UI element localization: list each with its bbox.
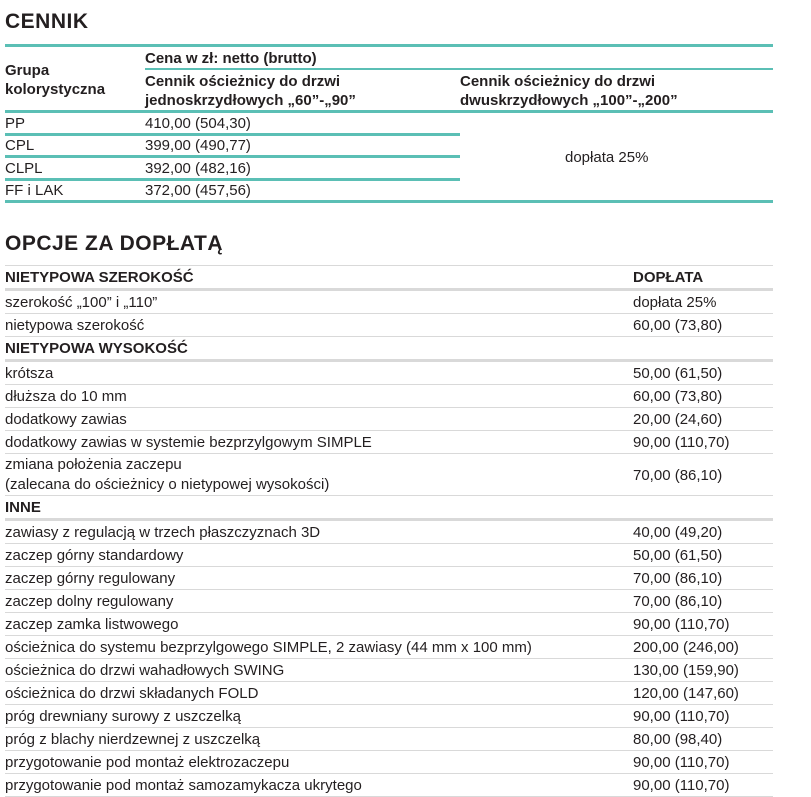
option-value: 60,00 (73,80) [633,388,723,405]
option-label: dłuższa do 10 mm [5,388,127,405]
price-pp: 410,00 (504,30) [145,115,251,132]
section-header-row [5,266,773,291]
option-label: zawiasy z regulacją w trzech płaszczyznach 3D [5,524,321,541]
option-value: 90,00 (110,70) [633,616,730,633]
double-door-header [460,72,678,110]
table-row [5,590,773,613]
option-label: krótsza [5,365,54,382]
price-ff-lak: 372,00 (457,56) [145,182,251,199]
price-cpl: 399,00 (490,77) [145,137,251,154]
option-value: 130,00 (159,90) [633,662,739,679]
option-label: zaczep dolny regulowany [5,593,174,610]
option-value: 70,00 (86,10) [633,593,723,610]
rule-bottom [5,200,773,203]
option-label [5,454,633,495]
section-heading: INNE [5,499,41,516]
rule-header-bottom [5,110,773,113]
section-header-row [5,496,773,521]
option-value: 60,00 (73,80) [633,317,723,334]
option-value: 90,00 (110,70) [633,434,730,451]
empty-cell [633,496,773,518]
section-heading: NIETYPOWA WYSOKOŚĆ [5,340,188,357]
option-label: szerokość „100” i „110” [5,294,158,311]
option-value: 50,00 (61,50) [633,547,723,564]
group-header-line2: kolorystyczna [5,81,106,98]
option-value: 120,00 (147,60) [633,685,739,702]
rule-price-header [145,68,773,70]
value-header: DOPŁATA [633,269,704,286]
table-row [5,314,773,337]
option-value: 50,00 (61,50) [633,365,723,382]
table-row [5,521,773,544]
table-row [5,454,773,496]
option-label: dodatkowy zawias [5,411,127,428]
opcje-title: OPCJE ZA DOPŁATĄ [5,232,224,255]
option-label: dodatkowy zawias w systemie bezprzylgowym SIMPLE [5,434,372,451]
double-door-header-line2: dwuskrzydłowych „100”-„200” [460,92,678,109]
section-header-row [5,337,773,362]
option-value: 70,00 (86,10) [633,466,723,484]
group-clpl: CLPL [5,160,43,177]
option-label: próg z blachy nierdzewnej z uszczelką [5,731,261,748]
table-row [5,362,773,385]
table-row [5,291,773,314]
option-value: 80,00 (98,40) [633,731,723,748]
option-value: 70,00 (86,10) [633,570,723,587]
option-value: 90,00 (110,70) [633,708,730,725]
table-row [5,636,773,659]
option-label: nietypowa szerokość [5,317,145,334]
double-door-surcharge: dopłata 25% [565,149,649,166]
empty-cell [633,337,773,359]
single-door-header-line1: Cennik ościeżnicy do drzwi [145,73,341,90]
table-row [5,567,773,590]
table-row [5,774,773,797]
option-value: dopłata 25% [633,294,717,311]
double-door-header-line1: Cennik ościeżnicy do drzwi [460,73,656,90]
option-value: 20,00 (24,60) [633,411,723,428]
section-heading: NIETYPOWA SZEROKOŚĆ [5,269,194,286]
cennik-table [5,44,773,204]
table-row [5,751,773,774]
group-header [5,61,105,99]
option-label: zaczep zamka listwowego [5,616,179,633]
group-pp: PP [5,115,26,132]
option-label: przygotowanie pod montaż elektrozaczepu [5,754,290,771]
option-value: 90,00 (110,70) [633,777,730,794]
option-label: ościeżnica do drzwi składanych FOLD [5,685,259,702]
single-door-header-line2: jednoskrzydłowych „60”-„90” [145,92,356,109]
group-cpl: CPL [5,137,35,154]
option-label: próg drewniany surowy z uszczelką [5,708,241,725]
rule-top [5,44,773,47]
table-row [5,385,773,408]
group-header-line1: Grupa [5,62,50,79]
option-value: 40,00 (49,20) [633,524,723,541]
table-row [5,659,773,682]
group-ff-lak: FF i LAK [5,182,64,199]
table-row [5,544,773,567]
table-row [5,613,773,636]
table-row [5,408,773,431]
table-row [5,705,773,728]
table-row [5,728,773,751]
option-label: ościeżnica do systemu bezprzylgowego SIMPLE, 2 zawiasy (44 mm x 100 mm) [5,639,532,656]
price-clpl: 392,00 (482,16) [145,160,251,177]
option-label: ościeżnica do drzwi wahadłowych SWING [5,662,285,679]
opcje-table [5,265,773,797]
option-label-line1: zmiana położenia zaczepu [5,456,182,473]
price-header: Cena w zł: netto (brutto) [145,50,317,67]
option-value: 200,00 (246,00) [633,639,739,656]
option-label: przygotowanie pod montaż samozamykacza ukrytego [5,777,362,794]
single-door-header [145,72,356,110]
table-row [5,682,773,705]
option-value: 90,00 (110,70) [633,754,730,771]
rule-row-2 [5,155,460,158]
option-label: zaczep górny standardowy [5,547,184,564]
table-row [5,431,773,454]
option-label-line2: (zalecana do ościeżnicy o nietypowej wysokości) [5,476,330,493]
option-label: zaczep górny regulowany [5,570,176,587]
cennik-title: CENNIK [5,10,89,33]
